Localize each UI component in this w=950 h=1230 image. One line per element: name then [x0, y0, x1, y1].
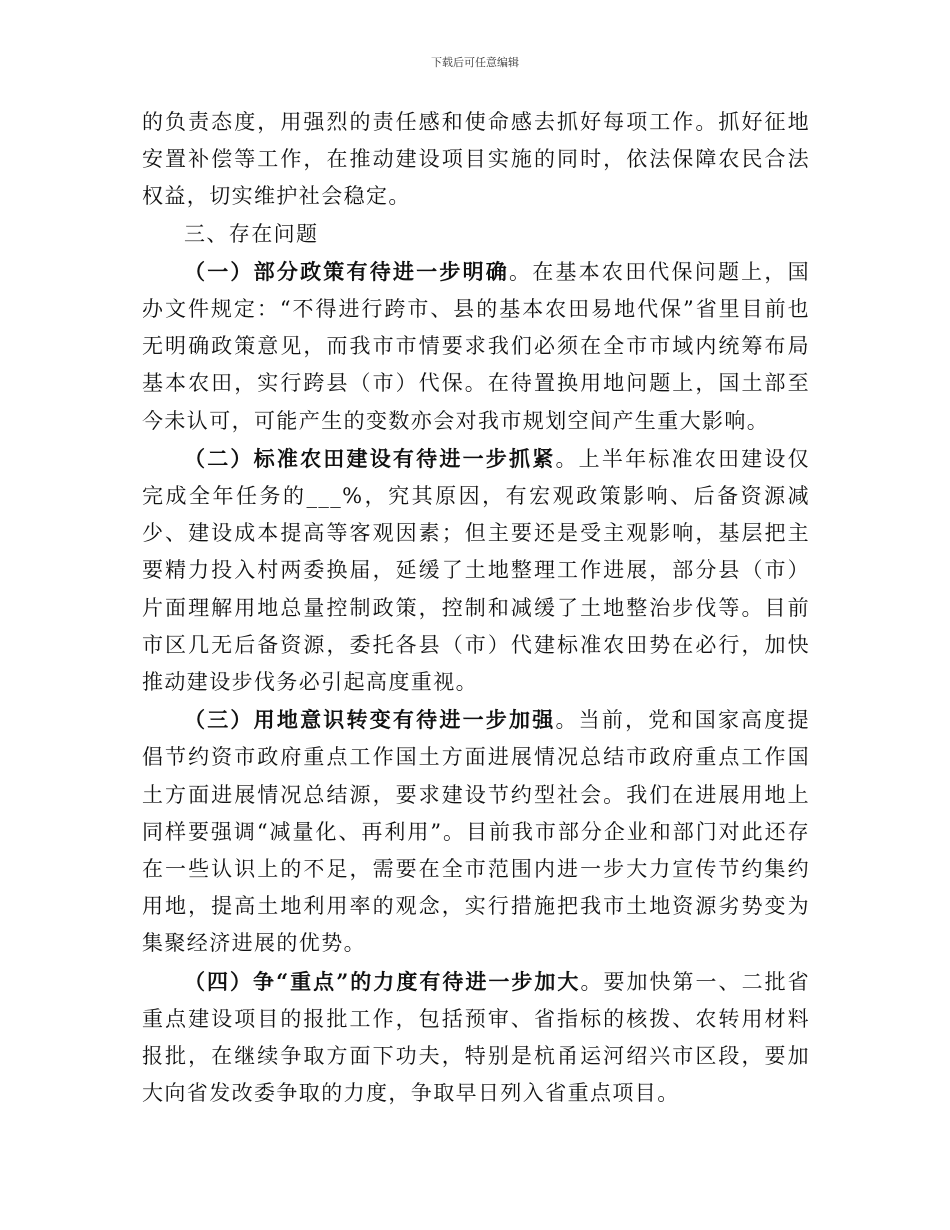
- page-header: 下载后可任意编辑: [431, 56, 519, 69]
- paragraph-text: 。要加快第一、二批省重点建设项目的报批工作，包括预审、省指标的核拨、农转用材料报批，在继续争取方面下功夫，特别是杭甬运河绍兴市区段，要加大向省发改委争取的力度，争取早日列入省重点项目。: [142, 969, 810, 1106]
- paragraph-text: 的负责态度，用强烈的责任感和使命感去抓好每项工作。抓好征地安置补偿等工作，在推动建设项目实施的同时，依法保障农民合法权益，切实维护社会稳定。: [142, 110, 810, 209]
- document-body: [142, 104, 810, 1112]
- paragraph-text: 。当前，党和国家高度提倡节约资市政府重点工作国土方面进展情况总结市政府重点工作国土方面进展情况总结源，要求建设节约型社会。我们在进展用地上同样要强调“减量化、再利用”。目前我市部分企业和部门对此还存在一些认识上的不足，需要在全市范围内进一步大力宣传节约集约用地，提高土地利用率的观念，实行措施把我市土地资源劣势变为集聚经济进展的优势。: [142, 708, 810, 956]
- paragraph-lead-heading: （四）争“重点”的力度有待进一步加大: [184, 968, 581, 994]
- paragraph-farmland: [142, 440, 810, 701]
- paragraph-continuation: [142, 104, 810, 216]
- paragraph-policy: [142, 253, 810, 440]
- paragraph-text: 。在基本农田代保问题上，国办文件规定：“不得进行跨市、县的基本农田易地代保”省里目前也无明确政策意见，而我市市情要求我们必须在全市市域内统筹布局基本农田，实行跨县（市）代保。在待置换用地问题上，国土部至今未认可，可能产生的变数亦会对我市规划空间产生重大影响。: [142, 259, 810, 433]
- paragraph-key-projects: [142, 963, 810, 1113]
- paragraph-lead-heading: （三）用地意识转变有待进一步加强: [184, 707, 556, 733]
- paragraph-lead-heading: （一）部分政策有待进一步明确: [184, 258, 510, 284]
- paragraph-text: 。上半年标准农田建设仅完成全年任务的___%，究其原因，有宏观政策影响、后备资源减少、建设成本提高等客观因素；但主要还是受主观影响，基层把主要精力投入村两委换届，延缓了土地整理工作进展，部分县（市）片面理解用地总量控制政策，控制和减缓了土地整治步伐等。目前市区几无后备资源，委托各县（市）代建标准农田势在必行，加快推动建设步伐务必引起高度重视。: [142, 446, 810, 695]
- section-heading: [142, 216, 810, 253]
- section-heading-text: 三、存在问题: [184, 221, 319, 246]
- paragraph-lead-heading: （二）标准农田建设有待进一步抓紧: [184, 445, 556, 471]
- paragraph-land-awareness: [142, 701, 810, 962]
